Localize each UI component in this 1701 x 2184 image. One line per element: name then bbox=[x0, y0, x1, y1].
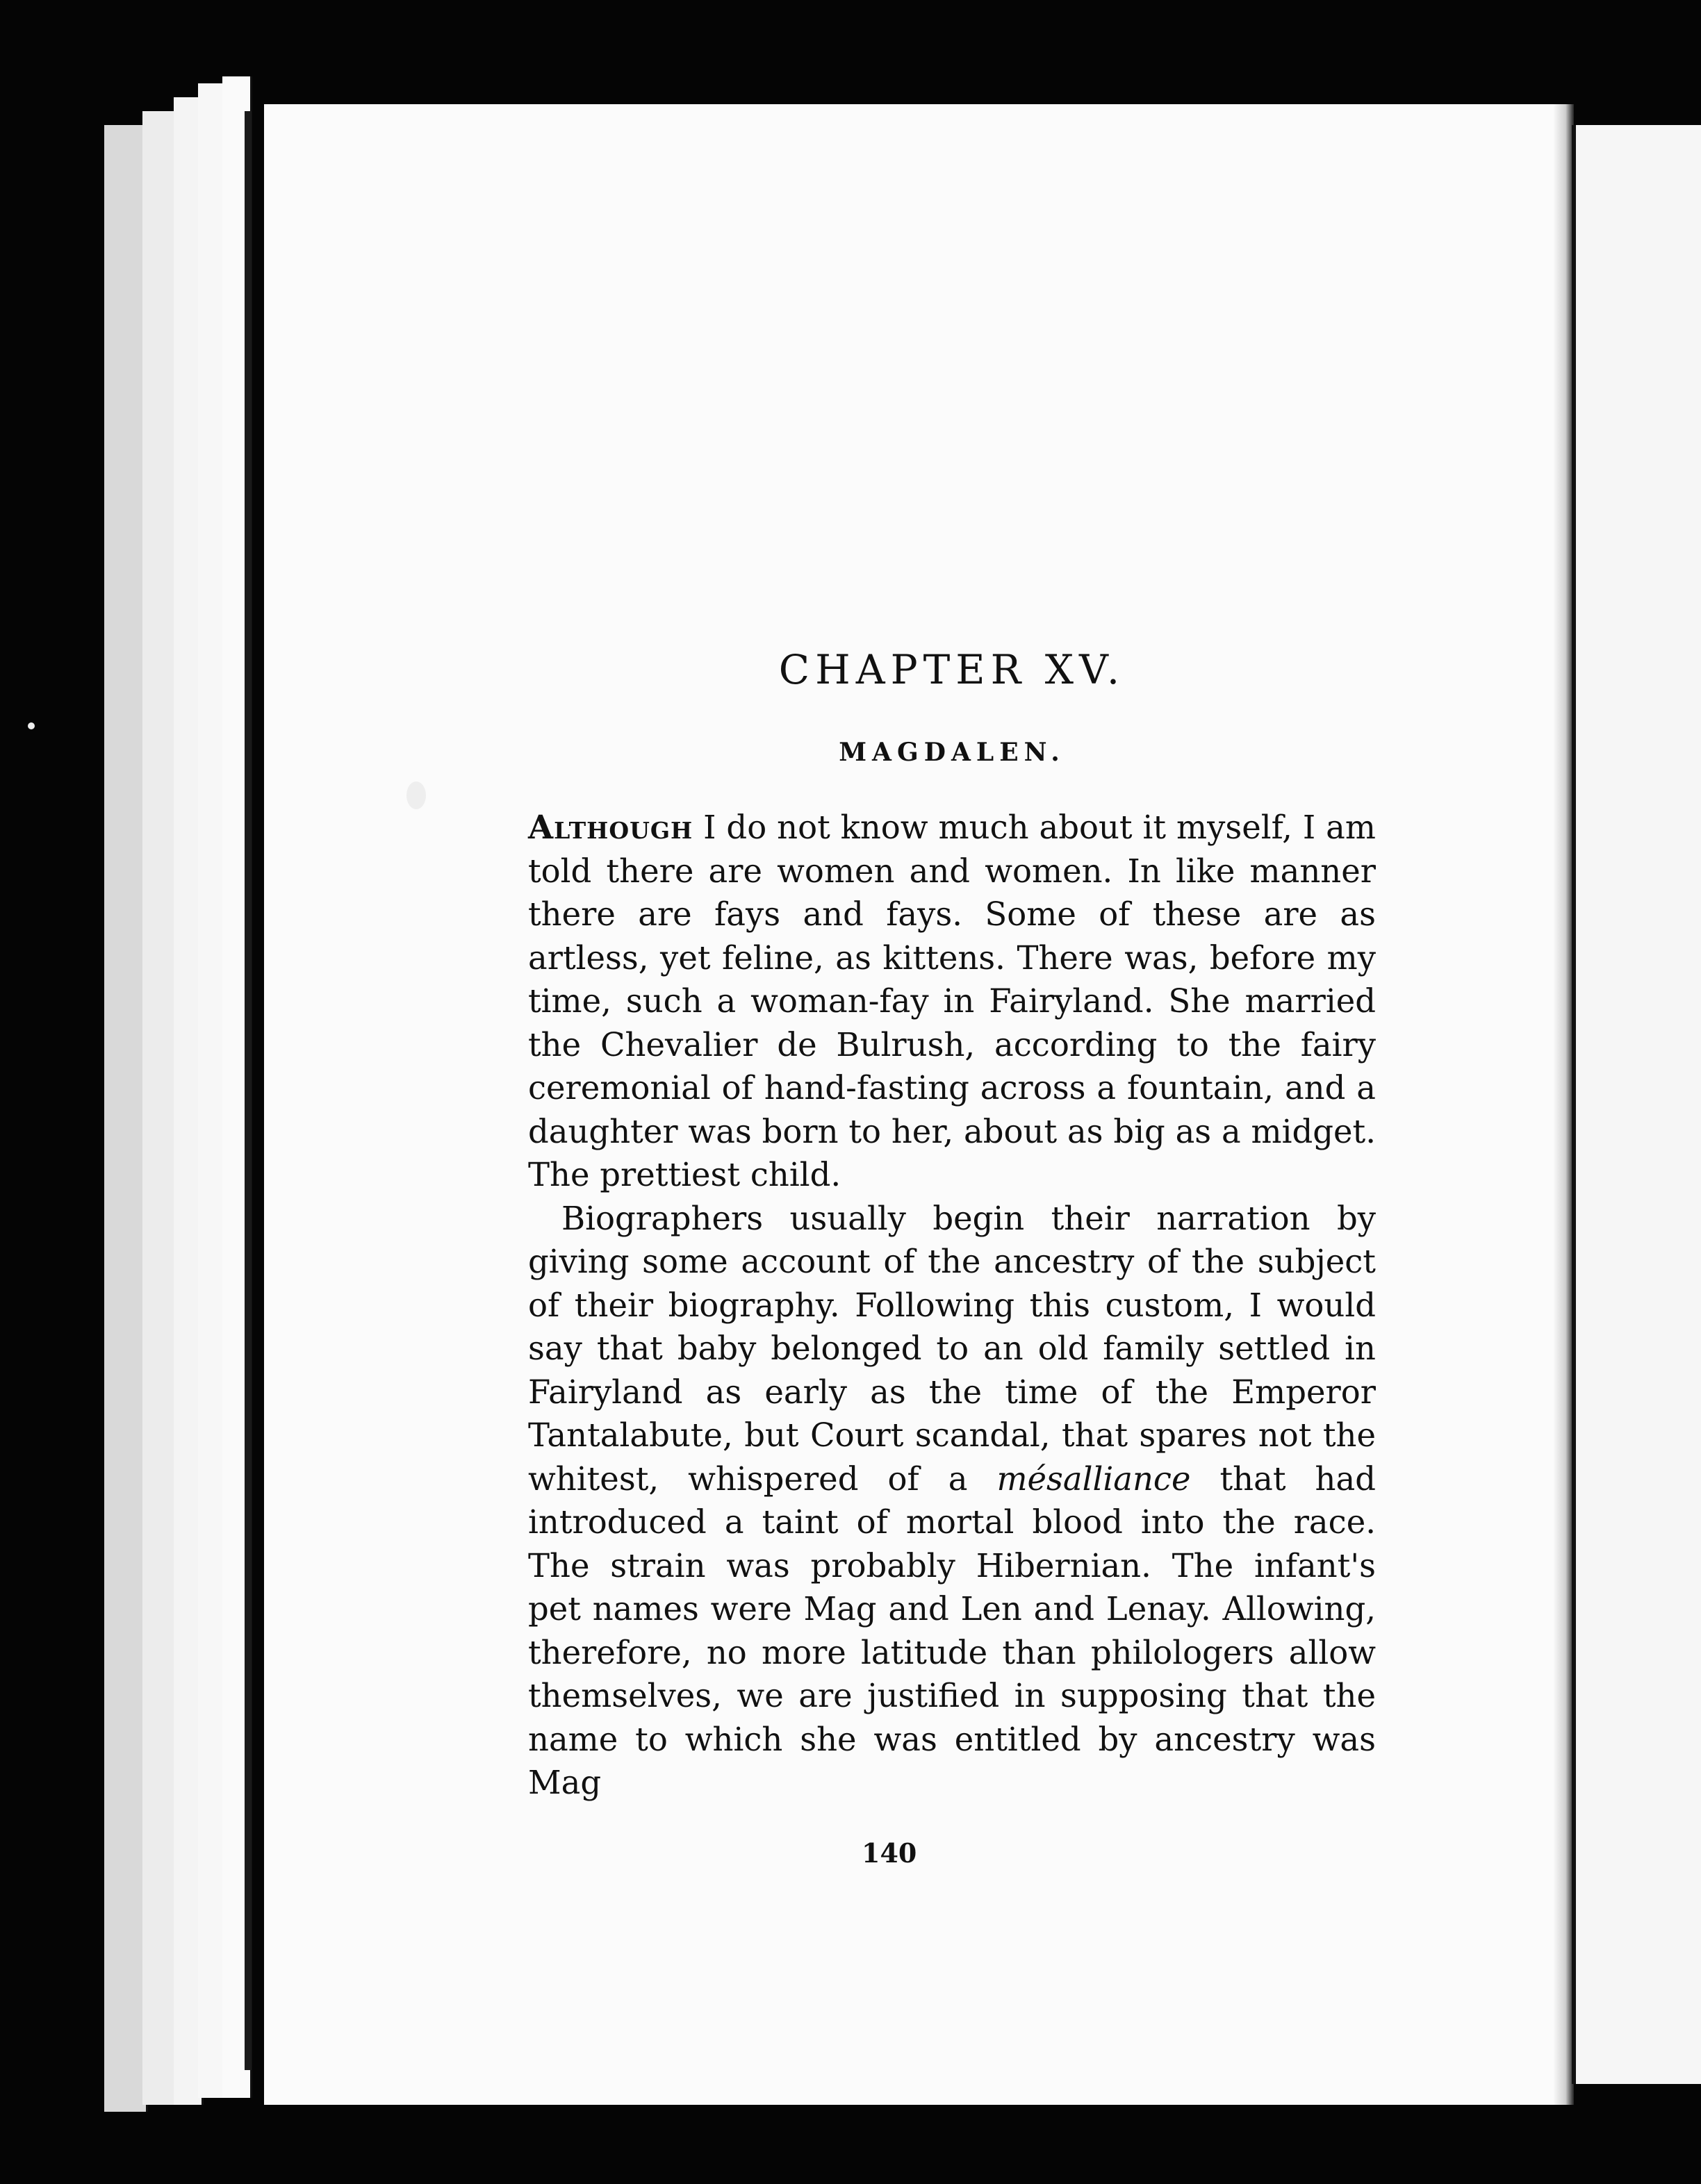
paper-speck bbox=[406, 781, 426, 809]
paragraph-2-text-b: that had introduced a taint of mortal blood into the race. The strain was probably Hibernian. The infant's pet names were Mag and Len and Lenay. Allowing, therefore, no more latitude than philologers allow themselves, we are justified in supposing that the name to which she was entitled by ancestry was Mag bbox=[528, 1459, 1376, 1801]
facing-page-edge bbox=[1572, 125, 1701, 2084]
page-edge bbox=[104, 125, 148, 2112]
page-number: 140 bbox=[862, 1837, 917, 1869]
paper-speck bbox=[28, 722, 35, 729]
paragraph-2-text-a: Biographers usually begin their narration by giving some account of the ancestry of the subject of their biography. Following this custom, I would say that baby belonged to an old family settled in Fairyland as early as the time of the Emperor Tantalabute, but Court scandal, that spares not the whitest, whispered of a bbox=[528, 1199, 1376, 1498]
paragraph-2 bbox=[528, 1197, 1376, 1805]
paragraph-1 bbox=[528, 806, 1376, 1197]
chapter-subtitle: MAGDALEN. bbox=[839, 738, 1065, 767]
page-fold-line bbox=[245, 111, 252, 2070]
paragraph-1-text: I do not know much about it myself, I am told there are women and women. In like manner there are fays and fays. Some of these are as artless, yet feline, as kittens. There was, before my time, such a woman-fay in Fairyland. She married the Chevalier de Bulrush, according to the fairy ceremonial of hand-fasting across a fountain, and a daughter was born to her, about as big as a midget. The prettiest child. bbox=[528, 809, 1376, 1193]
chapter-text-block bbox=[528, 646, 1376, 1805]
opening-word: Although bbox=[528, 808, 693, 846]
gutter-shadow bbox=[1553, 104, 1574, 2105]
chapter-title: CHAPTER XV. bbox=[778, 646, 1126, 693]
paragraph-2-italic: mésalliance bbox=[996, 1459, 1191, 1498]
